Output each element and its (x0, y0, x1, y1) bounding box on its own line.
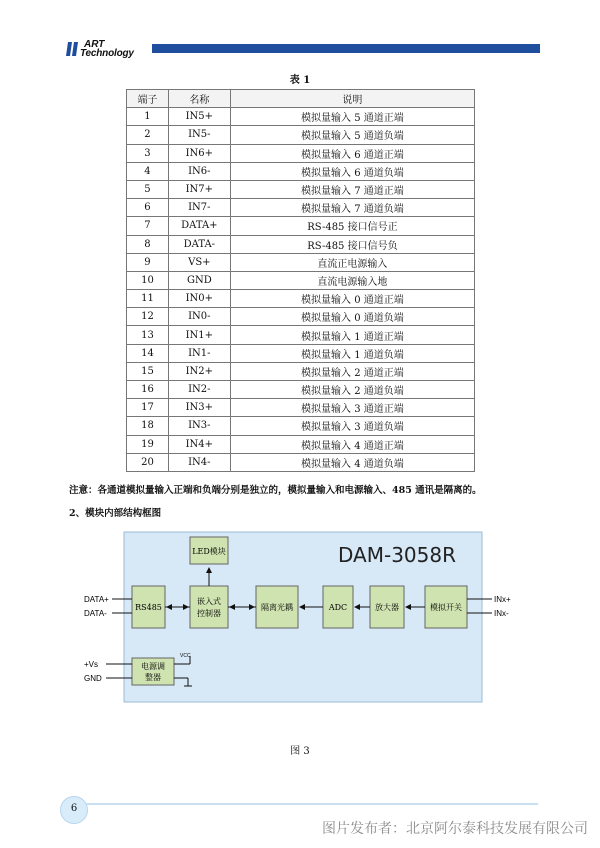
isolation-label: 隔离光耦 (261, 603, 293, 612)
cell-name: VS+ (168, 253, 230, 271)
mux-label: 模拟开关 (430, 603, 462, 612)
cell-description: 模拟量输入 4 通道负端 (230, 453, 474, 471)
cell-name: IN2- (168, 381, 230, 399)
cell-name: IN4+ (168, 435, 230, 453)
block-diagram (80, 528, 520, 708)
cell-description: 模拟量输入 3 通道正端 (230, 399, 474, 417)
cell-description: 直流电源输入地 (230, 271, 474, 289)
cell-description: 模拟量输入 0 通道正端 (230, 290, 474, 308)
cell-terminal: 14 (127, 344, 169, 362)
note-text: 注意：各通道模拟量输入正端和负端分别是独立的，模拟量输入和电源输入、485 通讯是隔离的。 (69, 485, 482, 496)
section-title: 2、模块内部结构框图 (69, 508, 162, 519)
table-row (127, 344, 475, 362)
cell-terminal: 7 (127, 217, 169, 235)
figure-caption: 图 3 (290, 746, 310, 757)
cell-name: DATA- (168, 235, 230, 253)
table-title: 表 1 (289, 75, 311, 86)
led-label: LED模块 (192, 547, 226, 556)
cell-description: 模拟量输入 1 通道负端 (230, 344, 474, 362)
cell-terminal: 16 (127, 381, 169, 399)
header-name: 名称 (168, 90, 230, 108)
table-row (127, 362, 475, 380)
cell-terminal: 19 (127, 435, 169, 453)
cell-terminal: 9 (127, 253, 169, 271)
table-row (127, 308, 475, 326)
cell-description: 模拟量输入 5 通道负端 (230, 126, 474, 144)
publisher-watermark: 图片发布者：北京阿尔泰科技发展有限公司 (322, 821, 588, 837)
cell-description: 模拟量输入 2 通道负端 (230, 381, 474, 399)
cell-terminal: 4 (127, 162, 169, 180)
power-label-line1: 电源调 (141, 662, 165, 671)
table-row (127, 290, 475, 308)
cell-description: 模拟量输入 3 通道负端 (230, 417, 474, 435)
footer-line (62, 803, 538, 805)
cell-terminal: 2 (127, 126, 169, 144)
cell-description: 模拟量输入 4 通道正端 (230, 435, 474, 453)
cell-name: IN5- (168, 126, 230, 144)
cell-description: RS-485 接口信号正 (230, 217, 474, 235)
vcc-label: VCC (180, 653, 191, 659)
cell-terminal: 8 (127, 235, 169, 253)
art-logo (66, 39, 158, 61)
table-row (127, 126, 475, 144)
gnd-label: GND (84, 674, 102, 683)
page-number: 6 (70, 803, 78, 814)
cell-description: RS-485 接口信号负 (230, 235, 474, 253)
cell-name: IN1- (168, 344, 230, 362)
amplifier-label: 放大器 (375, 603, 399, 612)
inx-plus-label: INx+ (494, 595, 511, 604)
power-label-line2: 整器 (145, 673, 161, 682)
table-row (127, 199, 475, 217)
cell-description: 模拟量输入 7 通道负端 (230, 199, 474, 217)
cell-terminal: 13 (127, 326, 169, 344)
table-row (127, 162, 475, 180)
logo-text-technology: Technology (80, 48, 134, 59)
cell-terminal: 1 (127, 108, 169, 126)
table-row (127, 144, 475, 162)
cell-name: IN1+ (168, 326, 230, 344)
cell-terminal: 11 (127, 290, 169, 308)
cell-name: IN7+ (168, 180, 230, 198)
table-row (127, 435, 475, 453)
cell-terminal: 17 (127, 399, 169, 417)
table-row (127, 253, 475, 271)
cell-name: GND (168, 271, 230, 289)
table-row (127, 453, 475, 471)
model-label: DAM-3058R (338, 543, 456, 567)
pin-table (126, 89, 475, 472)
header-description: 说明 (230, 90, 474, 108)
table-row (127, 271, 475, 289)
controller-label-line2: 控制器 (197, 609, 221, 618)
vs-label: +Vs (84, 660, 99, 669)
table-row (127, 326, 475, 344)
table-row (127, 417, 475, 435)
cell-terminal: 6 (127, 199, 169, 217)
cell-name: IN3+ (168, 399, 230, 417)
logo-text-art: ART (84, 39, 105, 50)
cell-name: IN6- (168, 162, 230, 180)
data-plus-label: DATA+ (84, 595, 109, 604)
inx-minus-label: INx- (494, 609, 509, 618)
table-row (127, 399, 475, 417)
cell-name: IN6+ (168, 144, 230, 162)
header-terminal: 端子 (127, 90, 169, 108)
cell-description: 模拟量输入 5 通道正端 (230, 108, 474, 126)
cell-name: DATA+ (168, 217, 230, 235)
rs485-label: RS485 (135, 603, 162, 612)
cell-description: 直流正电源输入 (230, 253, 474, 271)
cell-terminal: 10 (127, 271, 169, 289)
table-row (127, 217, 475, 235)
cell-description: 模拟量输入 2 通道正端 (230, 362, 474, 380)
data-minus-label: DATA- (84, 609, 107, 618)
cell-description: 模拟量输入 6 通道负端 (230, 162, 474, 180)
cell-name: IN3- (168, 417, 230, 435)
controller-label-line1: 嵌入式 (197, 597, 221, 606)
cell-name: IN7- (168, 199, 230, 217)
cell-description: 模拟量输入 7 通道正端 (230, 180, 474, 198)
cell-terminal: 18 (127, 417, 169, 435)
adc-label: ADC (328, 603, 348, 612)
cell-terminal: 5 (127, 180, 169, 198)
cell-terminal: 20 (127, 453, 169, 471)
table-row (127, 180, 475, 198)
cell-terminal: 15 (127, 362, 169, 380)
cell-name: IN0- (168, 308, 230, 326)
cell-terminal: 12 (127, 308, 169, 326)
cell-name: IN4- (168, 453, 230, 471)
cell-terminal: 3 (127, 144, 169, 162)
cell-name: IN2+ (168, 362, 230, 380)
table-row (127, 108, 475, 126)
cell-description: 模拟量输入 0 通道负端 (230, 308, 474, 326)
table-row (127, 235, 475, 253)
controller-block (190, 586, 228, 628)
cell-description: 模拟量输入 6 通道正端 (230, 144, 474, 162)
table-header-row (127, 90, 475, 108)
cell-name: IN0+ (168, 290, 230, 308)
header-bar (152, 44, 540, 53)
cell-description: 模拟量输入 1 通道正端 (230, 326, 474, 344)
cell-name: IN5+ (168, 108, 230, 126)
table-row (127, 381, 475, 399)
pin-table-body (127, 108, 475, 472)
art-logo-icon (66, 41, 80, 57)
